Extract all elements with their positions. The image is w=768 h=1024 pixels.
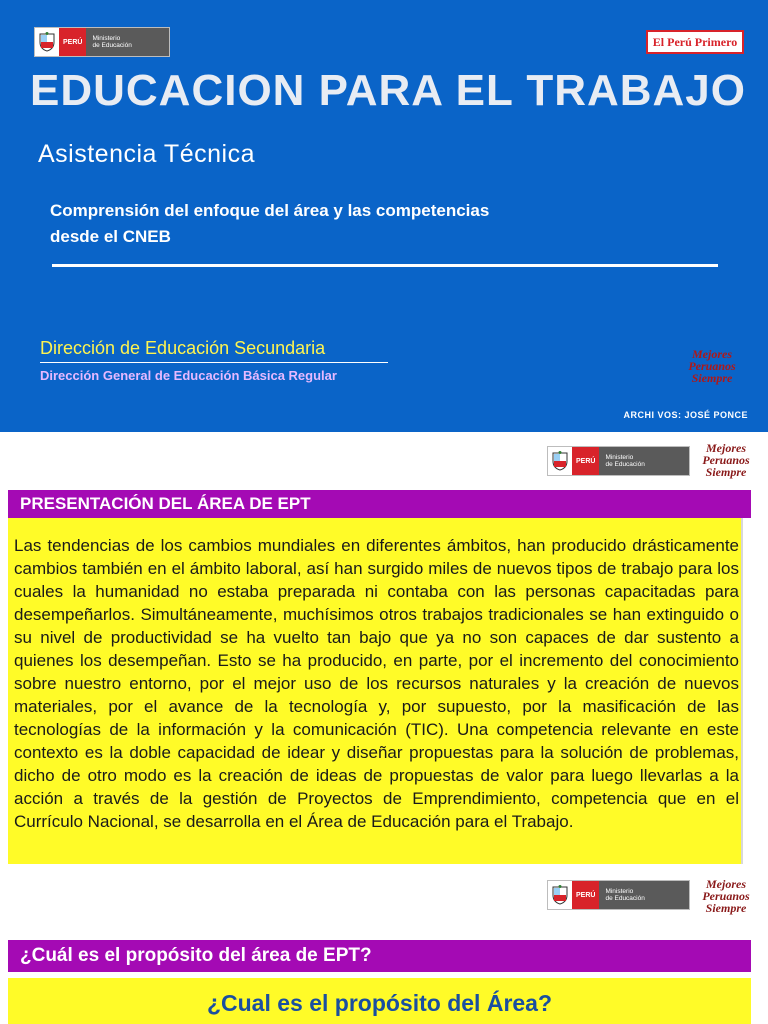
ministry-label: Ministerio de Educación [599,447,689,475]
general-direction-label: Dirección General de Educación Básica Regular [40,368,337,383]
mejores-peruanos-logo: Mejores Peruanos Siempre [702,877,750,915]
subtitle: Asistencia Técnica [38,140,255,168]
title-slide [0,0,768,432]
question-title: ¿Cual es el propósito del Área? [206,990,553,1016]
peru-label: PERÚ [59,28,86,56]
minedu-logo [34,27,170,57]
divider [40,362,388,363]
direction-label: Dirección de Educación Secundaria [40,338,326,358]
body-paragraph: Las tendencias de los cambios mundiales en diferentes ámbitos, han producido drásticamente cambios también en el ámbito laboral, así han surgido miles de nuevos tipos de trabajo para los cuales la humanidad no estaba preparada ni contaba con las personas capacitadas para desempeñarlos. Simultáneamente, muchísimos otros trabajos tradicionales se han extinguido o su nivel de productividad se ha vuelto tan bajo que ya no son capaces de dar sustento a quienes los desempeñan. Esto se ha producido, en parte, por el incremento del conocimiento sobre nuestro entorno, por el mejor uso de los recursos naturales y la creación de nuevos materiales, por el avance de la tecnología y, por supuesto, por la masificación de las tecnologías de la información y la comunicación (TIC). Una competencia relevante en este contexto es la doble capacidad de idear y diseñar propuestas para la solución de problemas, dicho de otro modo es la creación de ideas de propuestas de valor para luego llevarlas a la acción a través de la gestión de Proyectos de Emprendimiento, competencia que en el Currículo Nacional, se desarrolla en el Área de Educación para el Trabajo. [14,536,739,831]
credit-label: ARCHI VOS: JOSÉ PONCE [623,410,748,420]
text-box [8,518,743,864]
ministry-label: Ministerio de Educación [86,28,169,56]
ministry-label: Ministerio de Educación [599,881,689,909]
main-title: EDUCACION PARA EL TRABAJO [30,66,747,115]
question-box [8,978,751,1024]
coat-of-arms-icon [548,881,572,909]
minedu-logo [547,446,690,476]
peru-label: PERÚ [572,447,599,475]
coat-of-arms-icon [548,447,572,475]
description: Comprensión del enfoque del área y las competencias desde el CNEB [50,201,490,246]
mejores-peruanos-logo: Mejores Peruanos Siempre [702,441,750,479]
divider [52,264,718,267]
el-peru-primero-logo: El Perú Primero [646,30,744,54]
minedu-logo [547,880,690,910]
section-heading: ¿Cuál es el propósito del área de EPT? [8,940,751,972]
section-heading: PRESENTACIÓN DEL ÁREA DE EPT [8,490,751,518]
mejores-peruanos-logo: Mejores Peruanos Siempre [688,347,736,385]
coat-of-arms-icon [35,28,59,56]
peru-label: PERÚ [572,881,599,909]
cut-off-text-line [20,1020,745,1024]
